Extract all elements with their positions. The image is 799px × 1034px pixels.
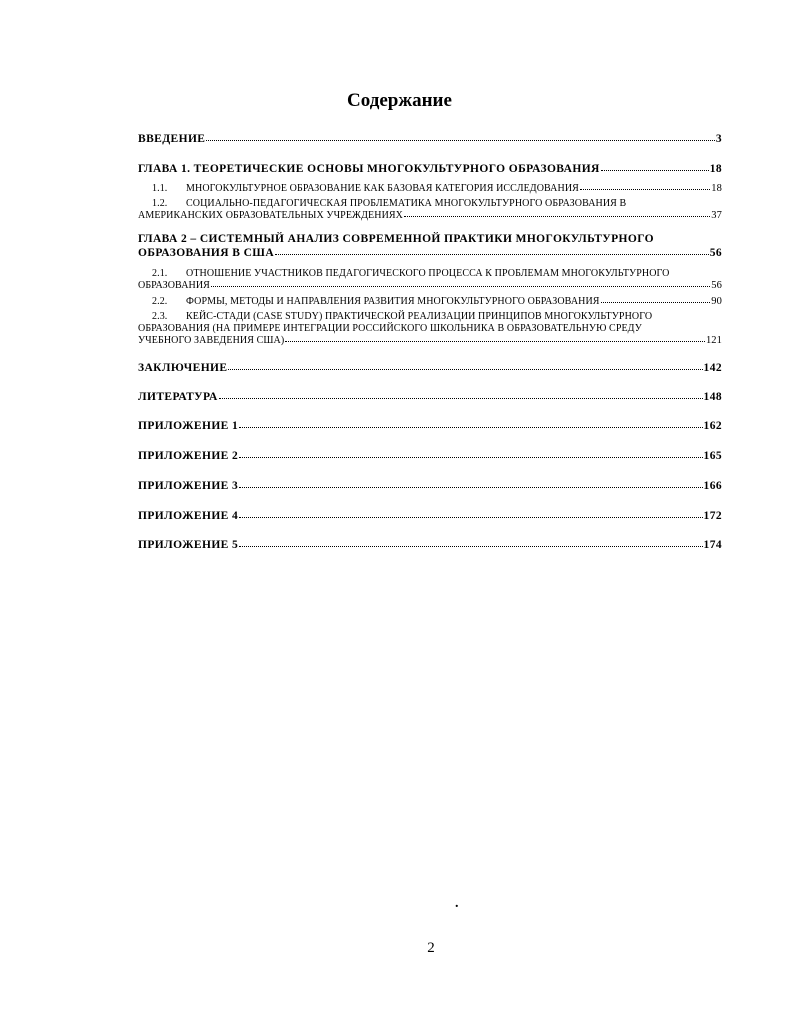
dot-leader [580, 187, 710, 190]
dot-leader [239, 425, 702, 428]
toc-entry-chapter-1[interactable] [138, 162, 722, 176]
toc-entry-page: 162 [703, 420, 722, 432]
toc-entry-appendix-2[interactable] [138, 449, 722, 463]
toc-entry-page: 165 [703, 450, 722, 462]
dot-leader [601, 300, 711, 303]
section-number: 2.2. [152, 296, 168, 307]
toc-entry-page: 56 [709, 247, 722, 259]
dot-leader [404, 214, 710, 217]
dot-leader [275, 252, 709, 255]
toc-entry-label: ГЛАВА 1. ТЕОРЕТИЧЕСКИЕ ОСНОВЫ МНОГОКУЛЬТУРНОГО ОБРАЗОВАНИЯ [138, 163, 600, 175]
dot-leader [285, 339, 705, 342]
section-number: 2.3. [152, 311, 168, 322]
section-number: 2.1. [152, 268, 168, 279]
toc-entry-label-line-2: АМЕРИКАНСКИХ ОБРАЗОВАТЕЛЬНЫХ УЧРЕЖДЕНИЯХ [138, 210, 403, 221]
toc-entry-page: 18 [709, 163, 722, 175]
toc-entry-page: 148 [703, 391, 722, 403]
toc-entry-label-line-1: СОЦИАЛЬНО-ПЕДАГОГИЧЕСКАЯ ПРОБЛЕМАТИКА МНОГОКУЛЬТУРНОГО ОБРАЗОВАНИЯ В [186, 198, 627, 209]
dot-leader [211, 284, 710, 287]
toc-entry-page: 166 [703, 480, 722, 492]
toc-entry-label: ПРИЛОЖЕНИЕ 5 [138, 539, 239, 551]
toc-entry-page: 172 [703, 510, 722, 522]
toc-entry-label-line-2: ОБРАЗОВАНИЯ [138, 280, 210, 291]
toc-entry-label: ПРИЛОЖЕНИЕ 1 [138, 420, 239, 432]
toc-entry-page: 3 [715, 133, 722, 145]
toc-entry-page: 18 [711, 183, 722, 194]
toc-entry-label-line-1: ГЛАВА 2 – СИСТЕМНЫЙ АНАЛИЗ СОВРЕМЕННОЙ ПРАКТИКИ МНОГОКУЛЬТУРНОГО [138, 233, 655, 245]
toc-entry-page: 174 [703, 539, 722, 551]
toc-entry-label-line-2: ОБРАЗОВАНИЯ (НА ПРИМЕРЕ ИНТЕГРАЦИИ РОССИЙСКОГО ШКОЛЬНИКА В ОБРАЗОВАТЕЛЬНУЮ СРЕДУ [138, 323, 642, 334]
toc-entry-label-line-1: КЕЙС-СТАДИ (CASE STUDY) ПРАКТИЧЕСКОЙ РЕАЛИЗАЦИИ ПРИНЦИПОВ МНОГОКУЛЬТУРНОГО [186, 311, 653, 322]
toc-entry-section-2-3[interactable] [138, 311, 722, 347]
toc-entry-page: 121 [705, 335, 722, 346]
dot-leader [239, 544, 702, 547]
toc-entry-label: ЛИТЕРАТУРА [138, 391, 218, 403]
toc-entry-page: 142 [703, 362, 722, 374]
toc-entry-chapter-2[interactable] [138, 232, 722, 260]
toc-entry-appendix-3[interactable] [138, 479, 722, 493]
toc-entry-intro[interactable] [138, 132, 722, 146]
toc-entry-label: ФОРМЫ, МЕТОДЫ И НАПРАВЛЕНИЯ РАЗВИТИЯ МНОГОКУЛЬТУРНОГО ОБРАЗОВАНИЯ [186, 296, 600, 307]
toc-entry-appendix-4[interactable] [138, 509, 722, 523]
toc-entry-section-2-1[interactable] [138, 268, 722, 292]
toc-entry-section-1-1[interactable] [138, 183, 722, 195]
toc-entry-label: ВВЕДЕНИЕ [138, 133, 206, 145]
toc-entry-label: МНОГОКУЛЬТУРНОЕ ОБРАЗОВАНИЕ КАК БАЗОВАЯ КАТЕГОРИЯ ИССЛЕДОВАНИЯ [186, 183, 579, 194]
toc-entry-section-1-2[interactable] [138, 198, 722, 222]
toc-entry-conclusion[interactable] [138, 361, 722, 375]
dot-leader [219, 396, 703, 399]
dot-leader [601, 168, 709, 171]
toc-entry-literature[interactable] [138, 390, 722, 404]
toc-entry-label: ПРИЛОЖЕНИЕ 2 [138, 450, 239, 462]
toc-entry-appendix-5[interactable] [138, 538, 722, 552]
dot-leader [239, 485, 702, 488]
page-title: Содержание [347, 90, 452, 111]
toc-entry-page: 56 [711, 280, 722, 291]
toc-entry-section-2-2[interactable] [138, 296, 722, 308]
dot-leader [239, 515, 702, 518]
toc-entry-page: 37 [711, 210, 722, 221]
toc-entry-page: 90 [711, 296, 722, 307]
dot-leader [239, 455, 702, 458]
toc-entry-label-line-1: ОТНОШЕНИЕ УЧАСТНИКОВ ПЕДАГОГИЧЕСКОГО ПРОЦЕССА К ПРОБЛЕМАМ МНОГОКУЛЬТУРНОГО [186, 268, 670, 279]
stray-mark: . [455, 896, 459, 911]
toc-entry-label: ЗАКЛЮЧЕНИЕ [138, 362, 228, 374]
section-number: 1.1. [152, 183, 168, 194]
dot-leader [206, 138, 714, 141]
page-number: 2 [427, 940, 435, 956]
section-number: 1.2. [152, 198, 168, 209]
toc-entry-label-line-2: ОБРАЗОВАНИЯ В США [138, 247, 275, 259]
toc-entry-appendix-1[interactable] [138, 419, 722, 433]
toc-entry-label: ПРИЛОЖЕНИЕ 4 [138, 510, 239, 522]
toc-entry-label-line-3: УЧЕБНОГО ЗАВЕДЕНИЯ США) [138, 335, 285, 346]
toc-entry-label: ПРИЛОЖЕНИЕ 3 [138, 480, 239, 492]
dot-leader [228, 367, 702, 370]
